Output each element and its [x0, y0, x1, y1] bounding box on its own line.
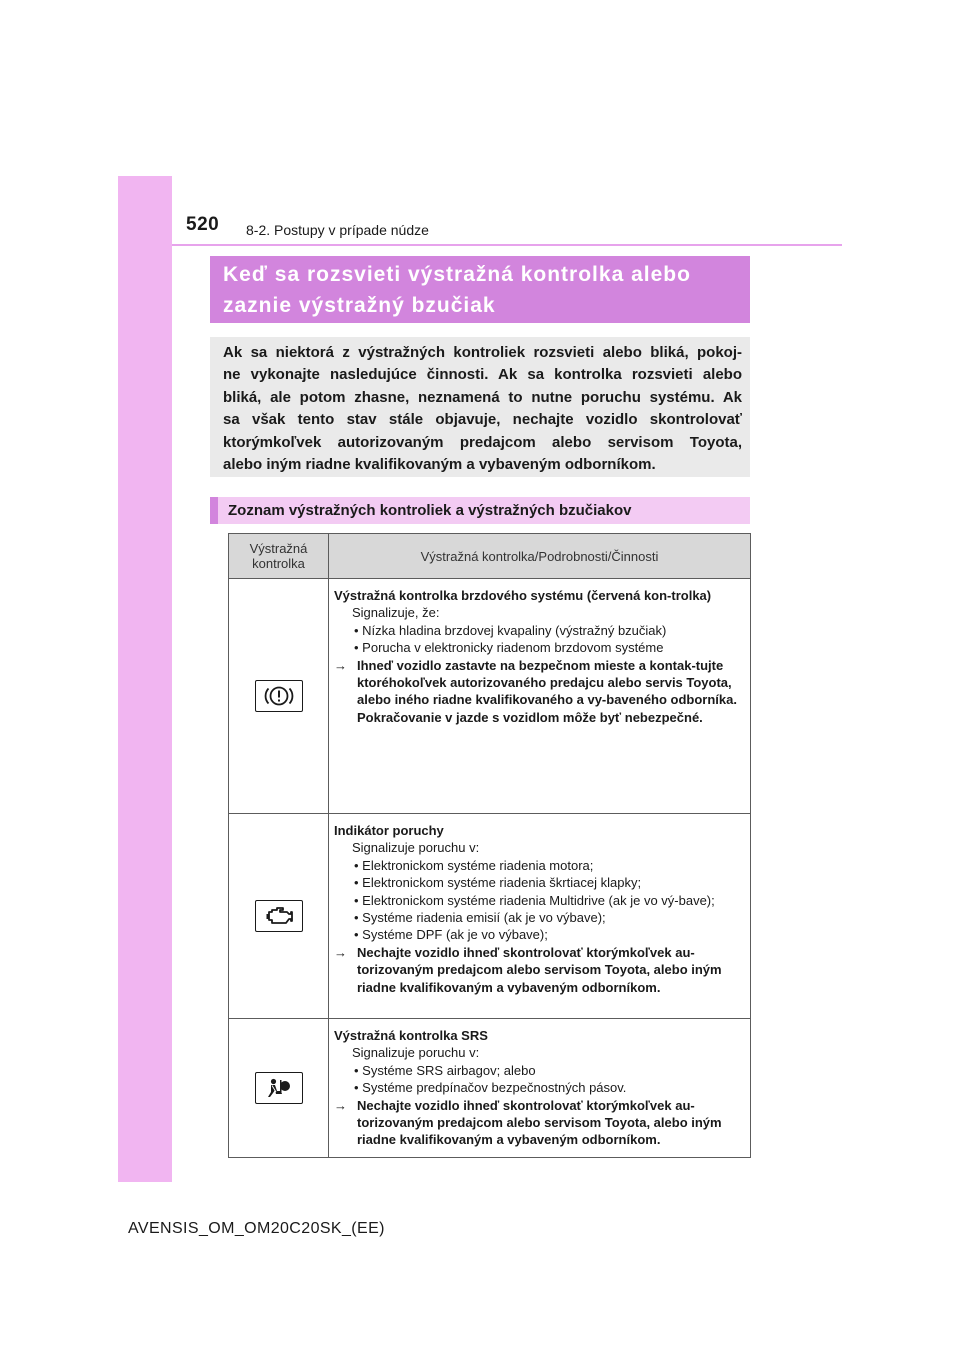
light-title: Výstražná kontrolka brzdového systému (červená kon-trolka): [334, 588, 712, 603]
model-code: AVENSIS_OM_OM20C20SK_(EE): [128, 1220, 385, 1237]
light-intro: Signalizuje poruchu v:: [352, 840, 480, 856]
intro-line: alebo iným riadne kvalifikovaným a vybaveným odborníkom.: [223, 456, 656, 474]
description-cell: [329, 579, 751, 814]
light-intro: Signalizuje poruchu v:: [352, 1045, 480, 1061]
icon-cell: [229, 1019, 329, 1158]
light-title: Indikátor poruchy: [334, 823, 444, 838]
arrow-icon: →: [334, 944, 347, 960]
list-item: • Elektronickom systéme riadenia motora;: [354, 857, 594, 873]
list-item: • Porucha v elektronicky riadenom brzdovom systéme: [354, 640, 664, 656]
page-number: 520: [186, 214, 220, 235]
brake-warning-icon: [255, 680, 303, 712]
intro-line: sa však tento stav stále objavuje, nechajte vozidlo skontrolovať: [223, 411, 742, 429]
intro-paragraph: [210, 337, 750, 477]
side-tab-bar: [118, 176, 172, 1182]
table-row: [229, 579, 751, 814]
list-item: • Systéme predpínačov bezpečnostných pásov.: [354, 1080, 627, 1096]
list-item: • Nízka hladina brzdovej kvapaliny (výstražný bzučiak): [354, 622, 667, 638]
table-row: [229, 814, 751, 1019]
subheading: Zoznam výstražných kontroliek a výstražných bzučiakov: [210, 497, 750, 524]
warning-lights-table: [228, 533, 751, 1158]
section-title-line-1: Keď sa rozsvieti výstražná kontrolka alebo: [223, 263, 691, 286]
engine-malfunction-icon: [255, 900, 303, 932]
arrow-icon: →: [334, 1097, 347, 1113]
column-header-details: Výstražná kontrolka/Podrobnosti/Činnosti: [329, 534, 751, 579]
description-cell: [329, 1019, 751, 1158]
description-cell: [329, 814, 751, 1019]
intro-line: ktorýmkoľvek autorizovaným predajcom alebo servisom Toyota,: [223, 433, 742, 451]
light-intro: Signalizuje, že:: [352, 605, 440, 621]
table-row: [229, 1019, 751, 1158]
section-title-line-2: zaznie výstražný bzučiak: [223, 294, 496, 317]
header-divider: [172, 244, 842, 246]
column-header-light: Výstražná kontrolka: [229, 534, 329, 579]
intro-line: Ak sa niektorá z výstražných kontroliek rozsvieti alebo bliká, pokoj-: [223, 344, 742, 361]
list-item: • Elektronickom systéme riadenia Multidrive (ak je vo vý-bave);: [354, 892, 715, 908]
intro-line: bliká, ale potom zhasne, neznamená to nutne poruchu systému. Ak: [223, 388, 742, 406]
action-instruction: → Ihneď vozidlo zastavte na bezpečnom mieste a kontak-tujte ktoréhokoľvek autorizovaného predajcu alebo servis Toyota, alebo iného riadne kvalifikovaného a vy-baveného odborníka. Pokračovanie v jazde s vozidlom môže byť nebezpečné.: [334, 657, 737, 725]
action-instruction: → Nechajte vozidlo ihneď skontrolovať ktorýmkoľvek au-torizovaným predajcom alebo servisom Toyota, alebo iným riadne kvalifikovaným a vybaveným odborníkom.: [334, 944, 722, 995]
srs-airbag-icon: [255, 1072, 303, 1104]
icon-cell: [229, 814, 329, 1019]
table-header-row: [229, 534, 751, 579]
list-item: • Elektronickom systéme riadenia škrtiacej klapky;: [354, 875, 642, 891]
intro-line: ne vykonajte nasledujúce činnosti. Ak sa kontrolka rozsvieti alebo: [223, 366, 742, 384]
section-reference: 8-2. Postupy v prípade núdze: [246, 222, 429, 238]
section-title: [210, 256, 750, 323]
action-instruction: → Nechajte vozidlo ihneď skontrolovať ktorýmkoľvek au-torizovaným predajcom alebo servisom Toyota, alebo iným riadne kvalifikovaným a vybaveným odborníkom.: [334, 1097, 722, 1148]
arrow-icon: →: [334, 657, 347, 673]
list-item: • Systéme DPF (ak je vo výbave);: [354, 927, 548, 943]
light-title: Výstražná kontrolka SRS: [334, 1028, 488, 1043]
list-item: • Systéme SRS airbagov; alebo: [354, 1062, 536, 1078]
list-item: • Systéme riadenia emisií (ak je vo výbave);: [354, 910, 606, 926]
icon-cell: [229, 579, 329, 814]
